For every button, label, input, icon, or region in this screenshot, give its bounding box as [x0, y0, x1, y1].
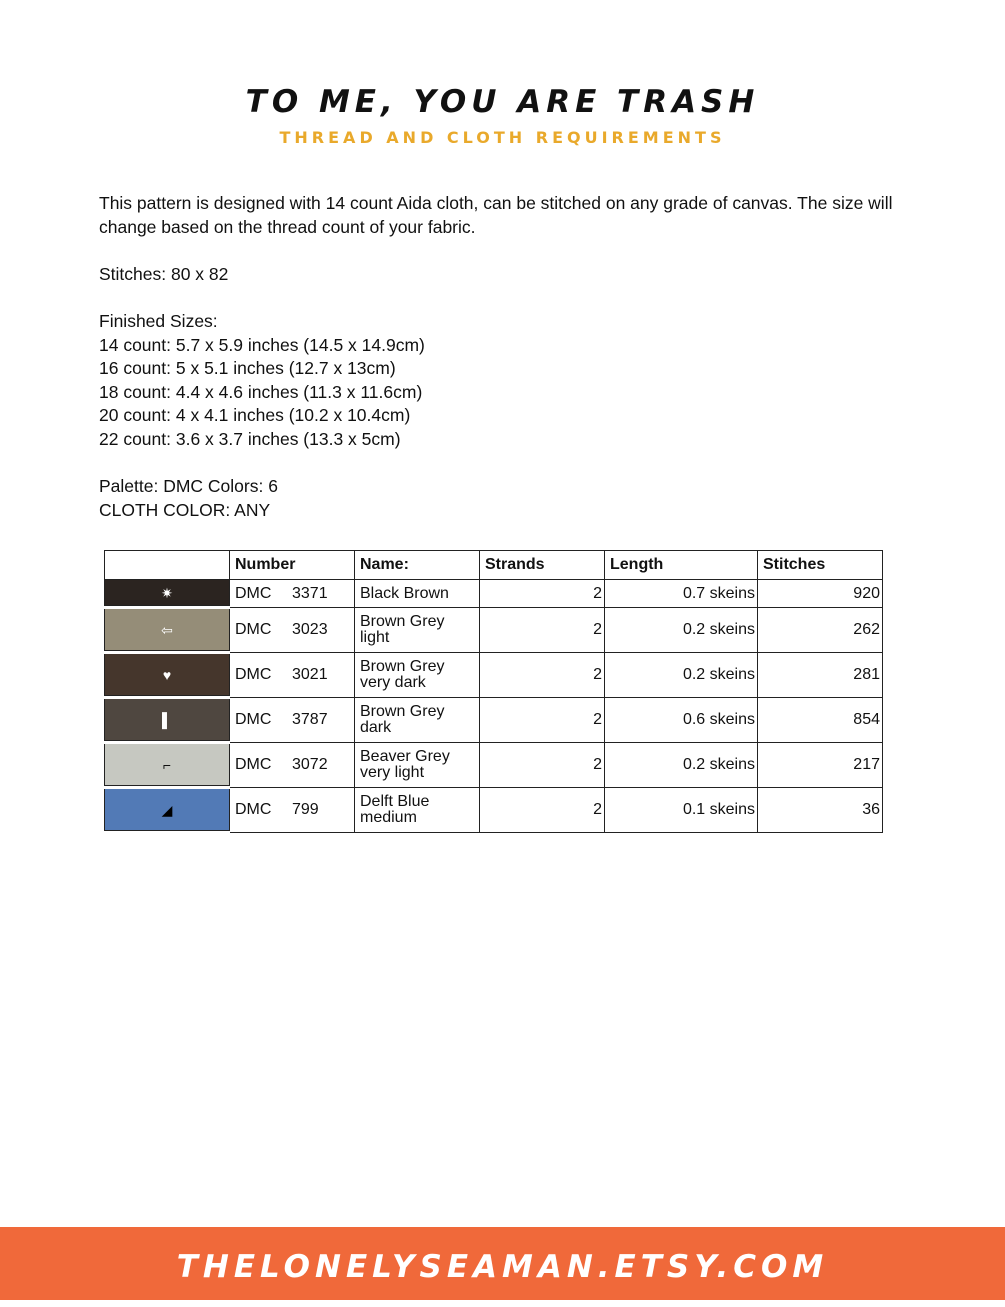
finished-sizes-label: Finished Sizes:	[99, 310, 218, 331]
thread-name	[355, 653, 480, 698]
strands: 2	[480, 608, 605, 653]
thread-name	[355, 788, 480, 833]
strands: 2	[480, 653, 605, 698]
thread-name	[355, 698, 480, 743]
table-row	[105, 698, 883, 743]
table-row	[105, 788, 883, 833]
thread-number	[230, 653, 355, 698]
thread-number	[230, 580, 355, 608]
size-item: 14 count: 5.7 x 5.9 inches (14.5 x 14.9cm)	[99, 334, 425, 355]
stitches: 217	[758, 743, 883, 788]
thread-name	[355, 608, 480, 653]
color-swatch	[105, 788, 230, 833]
name-line2: light	[360, 629, 390, 646]
thread-name	[355, 580, 480, 608]
name-line1: Brown Grey	[360, 613, 445, 630]
code: 799	[292, 801, 319, 818]
stitches: 854	[758, 698, 883, 743]
pattern-info	[99, 192, 909, 522]
table-row	[105, 580, 883, 608]
brand: DMC	[235, 801, 272, 818]
name-line1: Beaver Grey	[360, 748, 450, 765]
color-swatch	[105, 653, 230, 698]
name-line1: Brown Grey	[360, 703, 445, 720]
table-header	[105, 551, 883, 580]
stitch-symbol-icon: ◢	[161, 802, 173, 818]
brand: DMC	[235, 621, 272, 638]
length: 0.7 skeins	[605, 580, 758, 608]
name-line2: very light	[360, 764, 425, 781]
length: 0.2 skeins	[605, 743, 758, 788]
stitches: 281	[758, 653, 883, 698]
table-row	[105, 653, 883, 698]
table-row	[105, 608, 883, 653]
strands: 2	[480, 698, 605, 743]
length: 0.1 skeins	[605, 788, 758, 833]
size-item: 16 count: 5 x 5.1 inches (12.7 x 13cm)	[99, 358, 396, 379]
strands: 2	[480, 743, 605, 788]
length: 0.2 skeins	[605, 653, 758, 698]
header-strands: Strands	[480, 551, 605, 580]
thread-number	[230, 788, 355, 833]
name-line1: Brown Grey	[360, 658, 445, 675]
stitch-symbol-icon: ♥	[162, 667, 172, 683]
stitch-symbol-icon: ✷	[161, 585, 173, 601]
header-number: Number	[230, 551, 355, 580]
color-swatch	[105, 743, 230, 788]
thread-number	[230, 743, 355, 788]
code: 3371	[292, 584, 328, 602]
brand: DMC	[235, 666, 272, 683]
name-line2: medium	[360, 809, 417, 826]
name-line1: Delft Blue	[360, 793, 430, 810]
strands: 2	[480, 788, 605, 833]
code: 3023	[292, 621, 328, 638]
stitches: 36	[758, 788, 883, 833]
strands: 2	[480, 580, 605, 608]
stitch-symbol-icon: ⇦	[161, 622, 173, 638]
stitches: 262	[758, 608, 883, 653]
name-line1: Black Brown	[360, 584, 449, 602]
page-subtitle: THREAD AND CLOTH REQUIREMENTS	[279, 128, 726, 147]
stitch-count: Stitches: 80 x 82	[99, 263, 229, 284]
table-row	[105, 743, 883, 788]
brand: DMC	[235, 711, 272, 728]
footer-shop-url[interactable]: THELONELYSEAMAN.ETSY.COM	[0, 1227, 1005, 1300]
header-swatch	[105, 551, 230, 580]
name-line2: dark	[360, 719, 392, 736]
thread-name	[355, 743, 480, 788]
thread-number	[230, 608, 355, 653]
code: 3021	[292, 666, 328, 683]
length: 0.6 skeins	[605, 698, 758, 743]
cloth-color: CLOTH COLOR: ANY	[99, 499, 271, 520]
brand: DMC	[235, 756, 272, 773]
thread-number	[230, 698, 355, 743]
palette-info: Palette: DMC Colors: 6	[99, 476, 278, 497]
size-item: 20 count: 4 x 4.1 inches (10.2 x 10.4cm)	[99, 405, 411, 426]
color-swatch	[105, 608, 230, 653]
color-swatch	[105, 698, 230, 743]
intro-text: This pattern is designed with 14 count Aida cloth, can be stitched on any grade of canvas. The size will change based on the thread count of your fabric.	[99, 193, 893, 237]
stitch-symbol-icon: ▌	[162, 712, 172, 728]
thread-table	[104, 550, 883, 834]
header-name: Name:	[355, 551, 480, 580]
name-line2: very dark	[360, 674, 426, 691]
header-stitches: Stitches	[758, 551, 883, 580]
code: 3787	[292, 711, 328, 728]
length: 0.2 skeins	[605, 608, 758, 653]
header-length: Length	[605, 551, 758, 580]
size-item: 18 count: 4.4 x 4.6 inches (11.3 x 11.6cm)	[99, 381, 423, 402]
page-title: TO ME, YOU ARE TRASH	[245, 84, 760, 120]
size-item: 22 count: 3.6 x 3.7 inches (13.3 x 5cm)	[99, 428, 401, 449]
stitches: 920	[758, 580, 883, 608]
color-swatch	[105, 580, 230, 608]
brand: DMC	[235, 584, 272, 602]
stitch-symbol-icon: ⌐	[162, 757, 172, 773]
code: 3072	[292, 756, 328, 773]
